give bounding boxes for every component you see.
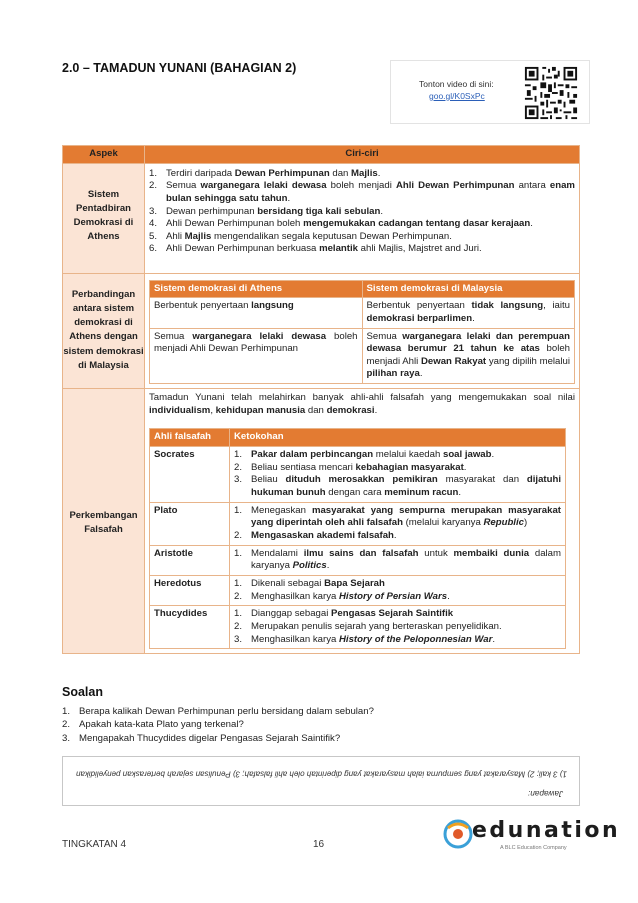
- philosopher-row: [150, 447, 566, 503]
- header-aspek: Aspek: [63, 146, 145, 164]
- main-table: [62, 145, 580, 654]
- qr-code-icon[interactable]: [523, 65, 579, 121]
- ketokohan-item: 3. Beliau dituduh merosakkan pemikiran masyarakat dan dijatuhi hukuman bunuh dengan cara meminum racun.: [234, 474, 562, 499]
- ketokohan-item: 2. Menghasilkan karya History of Persian Wars.: [234, 590, 450, 602]
- philosopher-name: Thucydides: [150, 606, 230, 649]
- page-number: 16: [313, 839, 325, 850]
- philosopher-name: Aristotle: [150, 545, 230, 575]
- edunation-logo-icon: [442, 816, 474, 850]
- ketokohan-item: 2. Beliau sentiasa mencari kebahagian masyarakat.: [234, 461, 467, 473]
- logo-subtitle: A BLC Education Company: [500, 845, 567, 851]
- soalan-item: 1. Berapa kalikah Dewan Perhimpunan perlu bersidang dalam sebulan?: [62, 706, 374, 717]
- comparison-cell-athens: Berbentuk penyertaan langsung: [150, 298, 363, 328]
- soalan-list: [62, 705, 562, 745]
- ketokohan-item: 1. Dikenali sebagai Bapa Sejarah: [234, 578, 385, 589]
- page-title: 2.0 – TAMADUN YUNANI (BAHAGIAN 2): [62, 61, 297, 75]
- philosopher-name: Socrates: [150, 447, 230, 503]
- sistem-item: 2. Semua warganegara lelaki dewasa boleh menjadi Ahli Dewan Perhimpunan antara enam bulan sehingga satu tahun.: [149, 180, 575, 204]
- philosopher-table: [149, 428, 566, 649]
- soalan-item: 2. Apakah kata-kata Plato yang terkenal?: [62, 719, 244, 731]
- col-ahli: Ahli falsafah: [150, 429, 230, 447]
- ketokohan-item: 1. Dianggap sebagai Pengasas Sejarah Saintifik: [234, 608, 454, 620]
- ketokohan-item: 1. Mendalami ilmu sains dan falsafah untuk membaiki dunia dalam karyanya Politics.: [234, 547, 561, 572]
- ketokohan-item: 2. Mengasaskan akademi falsafah.: [234, 530, 397, 542]
- col-malaysia: Sistem demokrasi di Malaysia: [362, 280, 575, 298]
- ketokohan-item: 1. Menegaskan masyarakat yang sempurna merupakan masyarakat yang diperintah oleh ahli falsafah (melalui karyanya Republic): [234, 504, 561, 529]
- video-link[interactable]: goo.gl/K0SxPc: [429, 91, 485, 101]
- philosopher-row: [150, 606, 566, 649]
- video-box: [390, 60, 590, 124]
- comparison-table: [149, 280, 575, 385]
- philosopher-ketokohan: [230, 606, 566, 649]
- philosopher-ketokohan: [230, 545, 566, 575]
- edunation-logo: [442, 814, 621, 856]
- ketokohan-item: 3. Menghasilkan karya History of the Peloponnesian War.: [234, 633, 496, 645]
- logo-text: edunation: [472, 818, 621, 843]
- comparison-cell-athens: Semua warganegara lelaki dewasa boleh menjadi Ahli Dewan Perhimpunan: [150, 328, 363, 384]
- sistem-item: 1. Terdiri daripada Dewan Perhimpunan dan Majlis.: [149, 167, 381, 179]
- sistem-list: [149, 168, 575, 257]
- philosopher-ketokohan: [230, 576, 566, 606]
- sistem-item: 4. Ahli Dewan Perhimpunan boleh mengemukakan cadangan tentang dasar kerajaan.: [149, 218, 533, 230]
- sistem-item: 5. Ahli Majlis mengendalikan segala keputusan Dewan Perhimpunan.: [149, 230, 452, 242]
- ketokohan-item: 2. Merupakan penulis sejarah yang berteraskan penyelidikan.: [234, 620, 502, 632]
- jawapan-text: 1) 3 kali; 2) Masyarakat yang sempurna ialah masyarakat yang diperintah oleh ahli falsafah; 3) Penulisan sejarah berteraskan penyelidikan: [76, 769, 567, 779]
- header-ciri: Ciri-ciri: [145, 146, 580, 164]
- aspek-falsafah: Perkembangan Falsafah: [63, 389, 145, 654]
- philosopher-ketokohan: [230, 502, 566, 545]
- col-ketokohan: Ketokohan: [230, 429, 566, 447]
- falsafah-intro: Tamadun Yunani telah melahirkan banyak ahli-ahli falsafah yang mengemukakan soal nilai individualism, kehidupan manusia dan demokrasi.: [149, 392, 575, 416]
- philosopher-name: Plato: [150, 502, 230, 545]
- comparison-cell-malaysia: Semua warganegara lelaki dan perempuan dewasa berumur 21 tahun ke atas boleh menjadi Ahli Dewan Rakyat yang dipilih melalui pilihan raya.: [362, 328, 575, 384]
- philosopher-ketokohan: [230, 447, 566, 503]
- answer-box: [62, 756, 580, 806]
- comparison-cell-malaysia: Berbentuk penyertaan tidak langsung, iaitu demokrasi berparlimen.: [362, 298, 575, 328]
- sistem-item: 6. Ahli Dewan Perhimpunan berkuasa melantik ahli Majlis, Majstret and Juri.: [149, 243, 482, 255]
- ketokohan-item: 1. Pakar dalam perbincangan melalui kaedah soal jawab.: [234, 449, 495, 461]
- philosopher-row: [150, 545, 566, 575]
- sistem-item: 3. Dewan perhimpunan bersidang tiga kali sebulan.: [149, 205, 384, 217]
- comparison-row: [150, 298, 575, 328]
- comparison-row: [150, 328, 575, 384]
- philosopher-row: [150, 576, 566, 606]
- aspek-perbandingan: Perbandingan antara sistem demokrasi di Athens dengan sistem demokrasi di Malaysia: [63, 273, 145, 389]
- aspek-sistem: Sistem Pentadbiran Demokrasi di Athens: [63, 163, 145, 273]
- jawapan-label: Jawapan:: [527, 788, 563, 798]
- philosopher-name: Heredotus: [150, 576, 230, 606]
- soalan-item: 3. Mengapakah Thucydides digelar Pengasas Sejarah Saintifik?: [62, 732, 341, 744]
- footer-level: TINGKATAN 4: [62, 839, 127, 850]
- philosopher-row: [150, 502, 566, 545]
- soalan-title: Soalan: [62, 685, 103, 699]
- video-label: Tonton video di sini:: [419, 79, 494, 89]
- col-athens: Sistem demokrasi di Athens: [150, 280, 363, 298]
